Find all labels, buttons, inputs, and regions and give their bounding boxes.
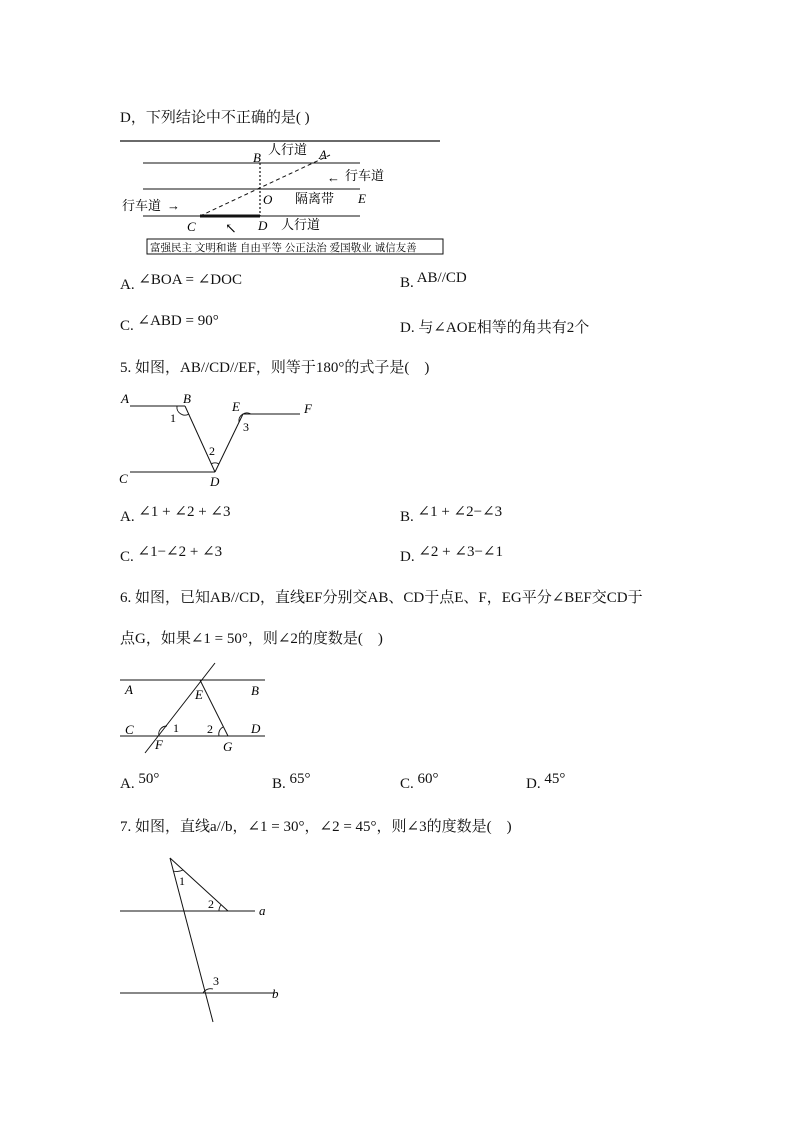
option-text: 65° xyxy=(289,771,311,787)
q6-option-d xyxy=(526,771,566,793)
q4-option-b xyxy=(400,270,467,292)
q4-label-sidewalk-bottom: 人行道 xyxy=(281,217,321,232)
q6-option-c xyxy=(400,771,439,793)
q5-label-1: 1 xyxy=(170,411,176,425)
option-letter: A. xyxy=(120,277,135,293)
q6-label-2: 2 xyxy=(207,722,213,736)
option-letter: D. xyxy=(400,320,415,336)
q4-label-sidewalk-top: 人行道 xyxy=(268,142,308,157)
q4-arrow-up: ↖ xyxy=(225,222,237,237)
q6-label-A: A xyxy=(125,682,133,697)
q5-option-c xyxy=(120,544,223,566)
q5-label-E: E xyxy=(232,399,240,414)
q6-label-E: E xyxy=(195,687,203,702)
q5-label-B: B xyxy=(183,391,191,406)
q4-arrow-right: → xyxy=(167,198,180,213)
q5-figure xyxy=(115,390,325,490)
q4-label-A: A xyxy=(319,147,327,162)
q7-label-a: a xyxy=(259,903,266,918)
q5-option-d xyxy=(400,544,503,566)
option-letter: B. xyxy=(400,275,414,291)
q4-label-lane-left: 行车道 xyxy=(122,198,162,213)
q4-label-O: O xyxy=(263,192,273,207)
q7-figure xyxy=(115,850,295,1030)
option-letter: C. xyxy=(400,776,414,792)
q4-label-median: 隔离带 xyxy=(295,191,335,206)
q6-figure xyxy=(115,658,275,758)
q5-stem: 5. 如图，AB//CD//EF，则等于180°的式子是( ) xyxy=(120,360,430,376)
q5-option-a xyxy=(120,504,231,526)
q4-label-C: C xyxy=(187,219,196,234)
q5-label-A: A xyxy=(121,391,129,406)
option-text: ∠1−∠2 + ∠3 xyxy=(137,544,223,560)
q7-label-3: 3 xyxy=(213,974,219,988)
q4-option-a xyxy=(120,272,242,294)
option-text: ∠1 + ∠2−∠3 xyxy=(417,504,503,520)
option-letter: C. xyxy=(120,318,134,334)
option-text: ∠ABD = 90° xyxy=(137,313,219,329)
q6-stem-line2: 点G，如果∠1 = 50°，则∠2的度数是( ) xyxy=(120,631,383,647)
option-text: 与∠AOE相等的角共有2个 xyxy=(418,320,590,336)
q7-stem: 7. 如图，直线a//b，∠1 = 30°，∠2 = 45°，则∠3的度数是( ) xyxy=(120,819,512,835)
option-letter: D. xyxy=(526,776,541,792)
q4-option-d xyxy=(400,316,589,337)
option-text: ∠1 + ∠2 + ∠3 xyxy=(138,504,231,520)
q5-label-C: C xyxy=(119,471,128,486)
option-letter: B. xyxy=(400,509,414,525)
q6-label-G: G xyxy=(223,739,233,754)
q7-label-1: 1 xyxy=(179,874,185,888)
q6-label-1: 1 xyxy=(173,721,179,735)
q4-option-c xyxy=(120,313,219,335)
q5-option-b xyxy=(400,504,503,526)
option-letter: C. xyxy=(120,549,134,565)
option-text: ∠2 + ∠3−∠1 xyxy=(418,544,503,560)
q5-label-D: D xyxy=(210,474,220,489)
q4-label-B: B xyxy=(253,150,261,165)
q6-option-b xyxy=(272,771,311,793)
q5-label-F: F xyxy=(304,401,312,416)
option-letter: D. xyxy=(400,549,415,565)
q7-label-b: b xyxy=(272,986,279,1001)
q6-option-a xyxy=(120,771,160,793)
option-text: 45° xyxy=(544,771,566,787)
option-text: AB//CD xyxy=(416,270,467,286)
q4-banner: 富强民主 文明和谐 自由平等 公正法治 爱国敬业 诚信友善 xyxy=(150,242,417,254)
option-text: ∠BOA = ∠DOC xyxy=(138,272,242,288)
q4-stem: D，下列结论中不正确的是( ) xyxy=(120,110,310,126)
q4-label-D: D xyxy=(258,218,268,233)
option-letter: B. xyxy=(272,776,286,792)
q5-label-2: 2 xyxy=(209,444,215,458)
option-text: 60° xyxy=(417,771,439,787)
q6-label-C: C xyxy=(125,722,134,737)
q4-label-lane-top: 行车道 xyxy=(345,168,385,183)
q4-label-E: E xyxy=(358,191,366,206)
q6-stem-line1: 6. 如图，已知AB//CD，直线EF分别交AB、CD于点E、F，EG平分∠BEF交CD于 xyxy=(120,590,643,606)
option-letter: A. xyxy=(120,509,135,525)
q6-label-B: B xyxy=(251,683,259,698)
q6-label-F: F xyxy=(155,737,163,752)
q7-label-2: 2 xyxy=(208,897,214,911)
q6-label-D: D xyxy=(251,721,261,736)
option-text: 50° xyxy=(138,771,160,787)
option-letter: A. xyxy=(120,776,135,792)
q4-arrow-left: ← xyxy=(327,170,340,185)
q4-figure xyxy=(115,135,445,260)
q5-label-3: 3 xyxy=(243,420,249,434)
